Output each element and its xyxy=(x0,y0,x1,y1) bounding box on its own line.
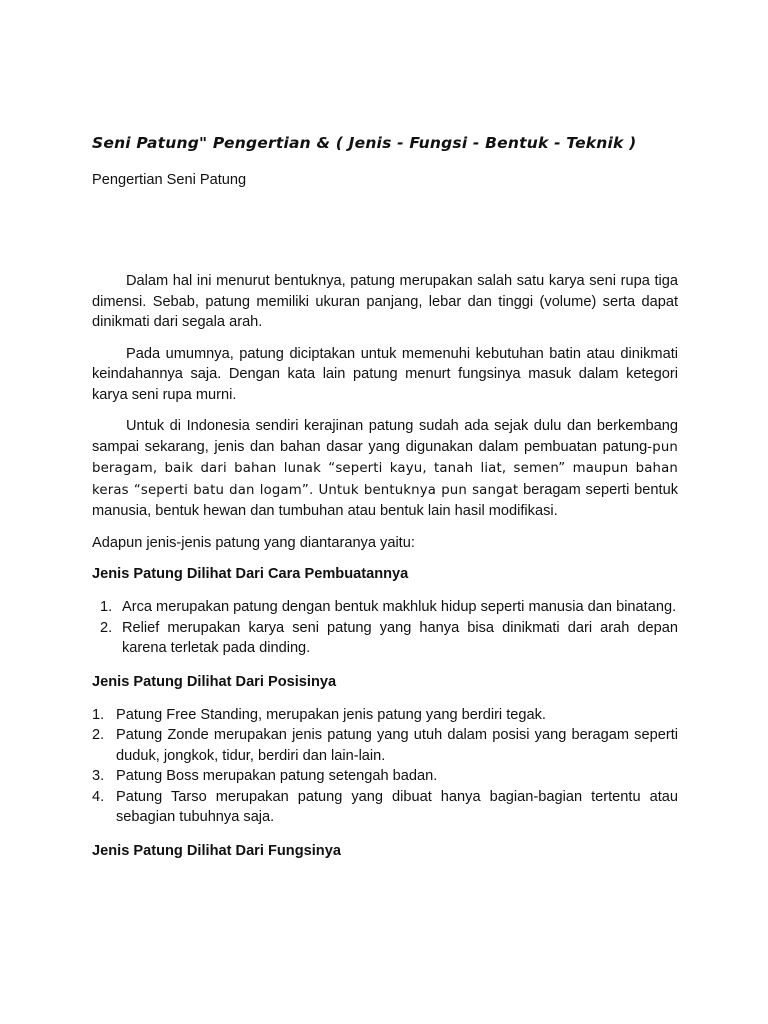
list-item-text: Patung Boss merupakan patung setengah badan. xyxy=(116,768,438,784)
paragraph-3 xyxy=(92,416,678,522)
list-item-text: Patung Tarso merupakan patung yang dibuat hanya bagian-bagian tertentu atau sebagian tubuhnya saja. xyxy=(116,788,678,825)
paragraph-3-part-2: -pun beragam, baik dari bahan lunak “seperti kayu, tanah liat, semen” maupun bahan keras “seperti batu dan logam”. Untuk bentuknya pun sangat xyxy=(92,439,678,498)
list-item xyxy=(92,618,678,659)
sub-heading-posisi: Jenis Patung Dilihat Dari Posisinya xyxy=(92,673,337,690)
sub-heading-pembuatan: Jenis Patung Dilihat Dari Cara Pembuatannya xyxy=(92,566,409,582)
list-item xyxy=(92,705,678,726)
list-item-number: 2. xyxy=(92,727,105,743)
list-item-number: 1. xyxy=(92,706,105,723)
paragraph-1: Dalam hal ini menurut bentuknya, patung merupakan salah satu karya seni rupa tiga dimensi. Sebab, patung memiliki ukuran panjang, lebar dan tinggi (volume) serta dapat dinikmati dari segala arah. xyxy=(92,273,678,330)
list-item-text: Relief merupakan karya seni patung yang hanya bisa dinikmati dari arah depan karena terletak pada dinding. xyxy=(122,619,678,656)
list-item xyxy=(92,597,678,618)
document-body xyxy=(92,271,678,874)
section-heading: Pengertian Seni Patung xyxy=(92,172,247,188)
intro-line: Adapun jenis-jenis patung yang diantaranya yaitu: xyxy=(92,534,415,551)
paragraph-2: Pada umumnya, patung diciptakan untuk memenuhi kebutuhan batin atau dinikmati keindahannya saja. Dengan kata lain patung menurt fungsinya masuk dalam ketegori karya seni rupa murni. xyxy=(92,345,678,403)
list-item-text: Patung Zonde merupakan jenis patung yang utuh dalam posisi yang beragam seperti duduk, jongkok, tidur, berdiri dan lain-lain. xyxy=(116,727,678,764)
list-item xyxy=(92,787,678,828)
list-item xyxy=(92,725,678,766)
list-item-number: 4. xyxy=(92,788,105,805)
list-item-number: 3. xyxy=(92,768,105,784)
paragraph-3-part-3: beragam seperti bentuk manusia, bentuk hewan dan tumbuhan atau bentuk lain hasil modifikasi. xyxy=(92,481,678,519)
list-item-number: 2. xyxy=(100,619,113,636)
list-item-text: Arca merupakan patung dengan bentuk makhluk hidup seperti manusia dan binatang. xyxy=(122,599,677,615)
list-item xyxy=(92,766,678,787)
list-item-number: 1. xyxy=(100,599,113,615)
list-pembuatan xyxy=(92,597,678,659)
sub-heading-fungsi: Jenis Patung Dilihat Dari Fungsinya xyxy=(92,842,341,859)
list-posisi xyxy=(92,705,678,828)
list-item-text: Patung Free Standing, merupakan jenis patung yang berdiri tegak. xyxy=(116,706,546,723)
document-title: Seni Patung" Pengertian & ( Jenis - Fungsi - Bentuk - Teknik ) xyxy=(92,134,637,152)
paragraph-3-part-1: Untuk di Indonesia sendiri kerajinan patung sudah ada sejak dulu dan berkembang sampai sekarang, jenis dan bahan dasar yang digunakan dalam pembuatan patung xyxy=(92,418,678,455)
